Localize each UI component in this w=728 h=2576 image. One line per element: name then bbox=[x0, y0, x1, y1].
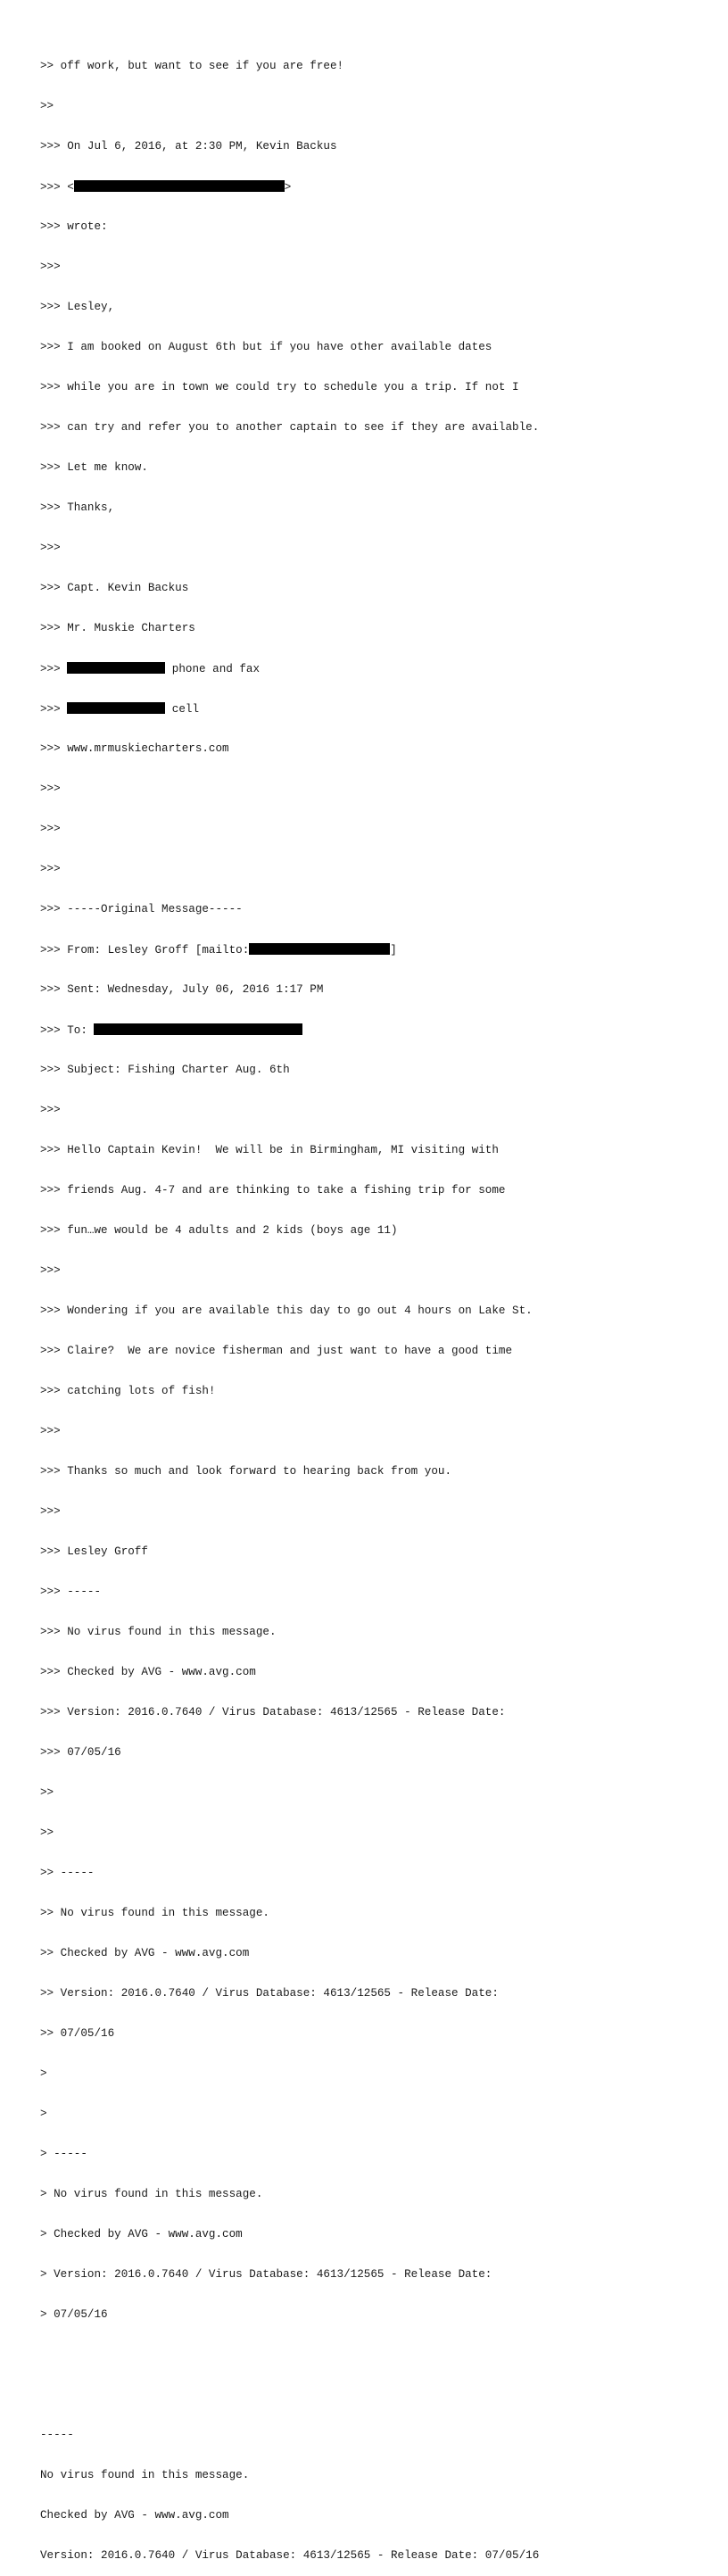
quoted-line: >>> Wondering if you are available this day to go out 4 hours on Lake St. bbox=[40, 1305, 533, 1317]
quoted-line: >>> Hello Captain Kevin! We will be in Birmingham, MI visiting with bbox=[40, 1144, 499, 1156]
quoted-line: >> bbox=[40, 1786, 54, 1799]
line-prefix: >>> From: Lesley Groff [mailto: bbox=[40, 944, 250, 957]
quoted-line: >>> while you are in town we could try to schedule you a trip. If not I bbox=[40, 381, 519, 393]
virus-notice-line: >>> Checked by AVG - www.avg.com bbox=[40, 1666, 256, 1678]
quoted-line: >> bbox=[40, 1826, 54, 1839]
quoted-line: >>> Thanks, bbox=[40, 501, 115, 514]
quoted-line: >>> catching lots of fish! bbox=[40, 1385, 216, 1397]
blank-line bbox=[40, 2389, 539, 2402]
line-suffix: ] bbox=[390, 944, 397, 957]
quoted-line: >>> I am booked on August 6th but if you have other available dates bbox=[40, 341, 492, 353]
quoted-header-line: >>> On Jul 6, 2016, at 2:30 PM, Kevin Backus bbox=[40, 140, 337, 153]
line-prefix: >>> < bbox=[40, 181, 74, 194]
sent-line: >>> Sent: Wednesday, July 06, 2016 1:17 PM bbox=[40, 983, 324, 996]
virus-notice-line: >>> 07/05/16 bbox=[40, 1746, 121, 1759]
quoted-line: >>> wrote: bbox=[40, 220, 108, 233]
quoted-line: >> ----- bbox=[40, 1867, 95, 1879]
quoted-line: >>> bbox=[40, 1264, 61, 1277]
virus-notice-line: >> 07/05/16 bbox=[40, 2027, 115, 2040]
virus-notice-line: > 07/05/16 bbox=[40, 2308, 108, 2321]
quoted-line: >>> Thanks so much and look forward to hearing back from you. bbox=[40, 1465, 452, 1478]
signature-line: >>> Capt. Kevin Backus bbox=[40, 582, 189, 594]
email-document bbox=[40, 33, 539, 2576]
virus-notice-line: >>> Version: 2016.0.7640 / Virus Database: 4613/12565 - Release Date: bbox=[40, 1706, 506, 1719]
virus-notice-line: >> No virus found in this message. bbox=[40, 1907, 269, 1919]
quoted-line: >> off work, but want to see if you are free! bbox=[40, 60, 344, 72]
from-line bbox=[40, 943, 539, 957]
quoted-email-line bbox=[40, 180, 539, 194]
quoted-line: > bbox=[40, 2067, 47, 2080]
quoted-line: >>> can try and refer you to another captain to see if they are available. bbox=[40, 421, 540, 434]
virus-notice-divider: ----- bbox=[40, 2429, 74, 2441]
signature-website-line: >>> www.mrmuskiecharters.com bbox=[40, 742, 229, 755]
line-suffix: cell bbox=[165, 703, 200, 716]
quoted-line: >>> friends Aug. 4-7 and are thinking to take a fishing trip for some bbox=[40, 1184, 506, 1197]
quoted-line: >>> bbox=[40, 1505, 61, 1518]
redaction-block bbox=[74, 180, 285, 192]
quoted-line: > bbox=[40, 2108, 47, 2120]
line-suffix: > bbox=[284, 181, 292, 194]
to-line bbox=[40, 1023, 539, 1037]
virus-notice-line: >>> No virus found in this message. bbox=[40, 1626, 277, 1638]
quoted-line: >>> Lesley, bbox=[40, 301, 115, 313]
virus-notice-line: No virus found in this message. bbox=[40, 2469, 250, 2481]
virus-notice-line: Checked by AVG - www.avg.com bbox=[40, 2509, 229, 2522]
quoted-line: >>> fun…we would be 4 adults and 2 kids (boys age 11) bbox=[40, 1224, 398, 1237]
subject-line: >>> Subject: Fishing Charter Aug. 6th bbox=[40, 1064, 290, 1076]
virus-notice-line: Version: 2016.0.7640 / Virus Database: 4613/12565 - Release Date: 07/05/16 bbox=[40, 2549, 540, 2562]
redaction-block bbox=[94, 1023, 302, 1035]
redaction-block bbox=[67, 662, 165, 674]
quoted-line: >>> bbox=[40, 1104, 61, 1116]
signature-cell-line bbox=[40, 702, 539, 716]
line-prefix: >>> To: bbox=[40, 1024, 95, 1037]
quoted-line: >>> Let me know. bbox=[40, 461, 148, 474]
redaction-block bbox=[67, 702, 165, 714]
signature-line: >>> Mr. Muskie Charters bbox=[40, 622, 195, 634]
blank-line bbox=[40, 2348, 539, 2362]
quoted-line: >>> Lesley Groff bbox=[40, 1545, 148, 1558]
original-message-divider: >>> -----Original Message----- bbox=[40, 903, 243, 915]
virus-notice-line: > Checked by AVG - www.avg.com bbox=[40, 2228, 243, 2241]
virus-notice-line: > No virus found in this message. bbox=[40, 2188, 263, 2200]
virus-notice-line: > Version: 2016.0.7640 / Virus Database: 4613/12565 - Release Date: bbox=[40, 2268, 492, 2281]
virus-notice-line: >> Checked by AVG - www.avg.com bbox=[40, 1947, 250, 1959]
quoted-line: > ----- bbox=[40, 2148, 87, 2160]
quoted-line: >>> bbox=[40, 542, 61, 554]
quoted-line: >>> bbox=[40, 863, 61, 875]
signature-phone-line bbox=[40, 662, 539, 675]
quoted-line: >>> Claire? We are novice fisherman and just want to have a good time bbox=[40, 1345, 513, 1357]
line-prefix: >>> bbox=[40, 663, 68, 675]
quoted-line: >>> bbox=[40, 783, 61, 795]
quoted-line: >>> bbox=[40, 1425, 61, 1437]
line-prefix: >>> bbox=[40, 703, 68, 716]
redaction-block bbox=[249, 943, 390, 955]
quoted-line: >>> bbox=[40, 823, 61, 835]
quoted-line: >>> bbox=[40, 261, 61, 273]
virus-notice-line: >> Version: 2016.0.7640 / Virus Database: 4613/12565 - Release Date: bbox=[40, 1987, 499, 2000]
quoted-line: >> bbox=[40, 100, 54, 112]
quoted-line: >>> ----- bbox=[40, 1586, 102, 1598]
line-suffix: phone and fax bbox=[165, 663, 261, 675]
